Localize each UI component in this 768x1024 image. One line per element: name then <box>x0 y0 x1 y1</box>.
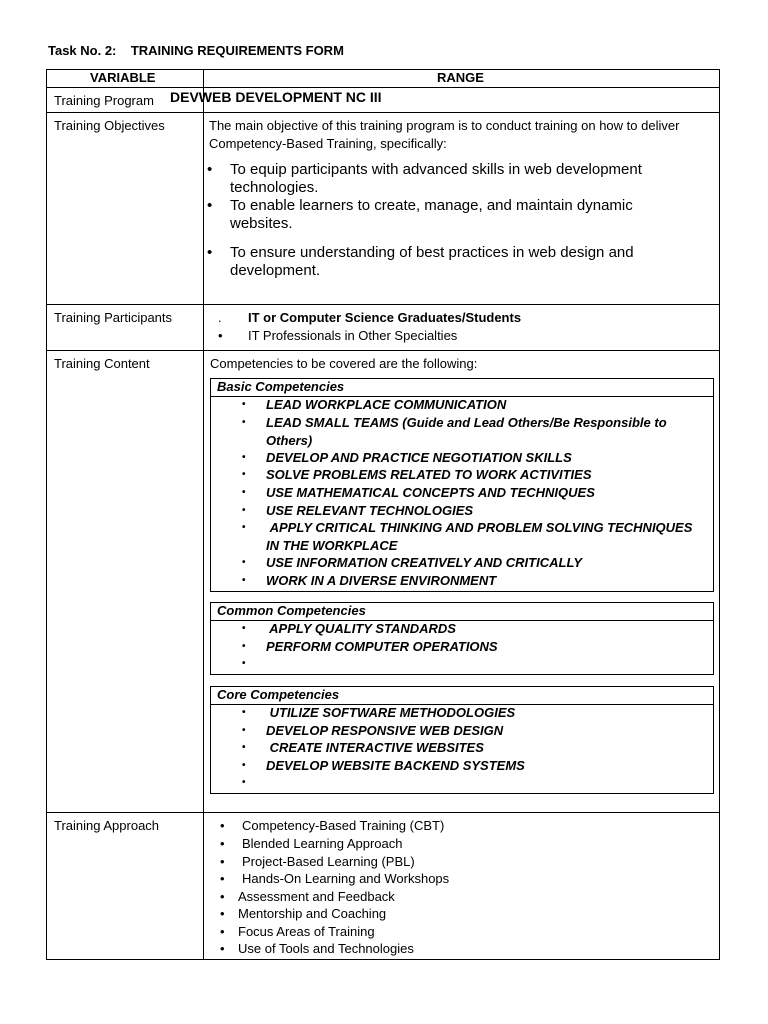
bullet-icon: • <box>242 557 246 568</box>
bullet-icon: • <box>242 760 246 771</box>
table-column-divider <box>203 69 204 960</box>
table-line-header <box>46 87 720 88</box>
bullet-icon: • <box>218 328 223 343</box>
bullet-icon: • <box>207 161 213 178</box>
bullet-icon: • <box>242 469 246 480</box>
bullet-icon: • <box>242 399 246 410</box>
bullet-icon: • <box>220 818 225 833</box>
form-title: TRAINING REQUIREMENTS FORM <box>130 43 344 58</box>
table-border-bottom <box>46 959 720 960</box>
core-competencies-box: Core Competencies • UTILIZE SOFTWARE METHODOLOGIES • DEVELOP RESPONSIVE WEB DESIGN • CREATE INTERACTIVE WEBSITES • DEVELOP WEBSITE BACKEND SYSTEMS • <box>210 686 714 794</box>
program-label: Training Program <box>54 93 154 108</box>
bullet-icon: • <box>220 941 225 956</box>
bullet-icon: • <box>242 707 246 718</box>
content-intro: Competencies to be covered are the following: <box>210 356 478 371</box>
bullet-icon: • <box>242 452 246 463</box>
form-title-line <box>48 43 344 58</box>
header-range: RANGE <box>437 70 484 85</box>
bullet-icon: • <box>242 505 246 516</box>
bullet-icon: • <box>242 623 246 634</box>
core-competencies-title: Core Competencies <box>217 687 340 702</box>
bullet-icon: • <box>242 725 246 736</box>
common-competencies-box: Common Competencies • APPLY QUALITY STANDARDS • PERFORM COMPUTER OPERATIONS • <box>210 602 714 675</box>
table-border-right <box>719 69 720 960</box>
bullet-icon: • <box>242 575 246 586</box>
bullet-icon: • <box>220 836 225 851</box>
participants-label: Training Participants <box>54 310 173 325</box>
table-line-content <box>46 812 720 813</box>
header-variable: VARIABLE <box>90 70 156 85</box>
bullet-icon: • <box>242 641 246 652</box>
common-competencies-title: Common Competencies <box>217 603 366 618</box>
bullet-icon: • <box>242 417 246 428</box>
bullet-icon: • <box>220 854 225 869</box>
table-line-objectives <box>46 304 720 305</box>
bullet-icon: • <box>242 742 246 753</box>
bullet-icon: • <box>207 244 213 261</box>
table-line-participants <box>46 350 720 351</box>
bullet-icon: • <box>220 924 225 939</box>
basic-competencies-box: Basic Competencies • LEAD WORKPLACE COMMUNICATION • LEAD SMALL TEAMS (Guide and Lead Others/Be Responsible to Others) • DEVELOP AND PRACTICE NEGOTIATION SKILLS • SOLVE PROBLEMS RELATED TO WORK ACTIVITIES • USE MATHEMATICAL CONCEPTS AND TECHNIQUES • USE RELEVANT TECHNOLOGIES • APPLY CRITICAL THINKING AND PROBLEM SOLVING TECHNIQUES IN THE WORKPLACE • USE INFORMATION CREATIVELY AND CRITICALLY • WORK IN A DIVERSE ENVIRONMENT <box>210 378 714 592</box>
period-marker: . <box>218 310 222 325</box>
table-line-program <box>46 112 720 113</box>
bullet-icon: • <box>220 871 225 886</box>
bullet-icon: • <box>242 777 246 788</box>
objectives-label: Training Objectives <box>54 118 165 133</box>
bullet-icon: • <box>242 487 246 498</box>
objectives-intro: The main objective of this training program is to conduct training on how to deliver Competency-Based Training, specifically: <box>209 118 680 151</box>
bullet-icon: • <box>220 889 225 904</box>
bullet-icon: • <box>242 522 246 533</box>
task-label: Task No. 2: <box>48 43 117 58</box>
bullet-icon: • <box>207 197 213 214</box>
program-value: DEVWEB DEVELOPMENT NC III <box>170 89 382 105</box>
bullet-icon: • <box>220 906 225 921</box>
table-border-left <box>46 69 47 960</box>
approach-label: Training Approach <box>54 818 160 833</box>
bullet-icon: • <box>242 658 246 669</box>
basic-competencies-title: Basic Competencies <box>217 379 345 394</box>
content-label: Training Content <box>54 356 150 371</box>
